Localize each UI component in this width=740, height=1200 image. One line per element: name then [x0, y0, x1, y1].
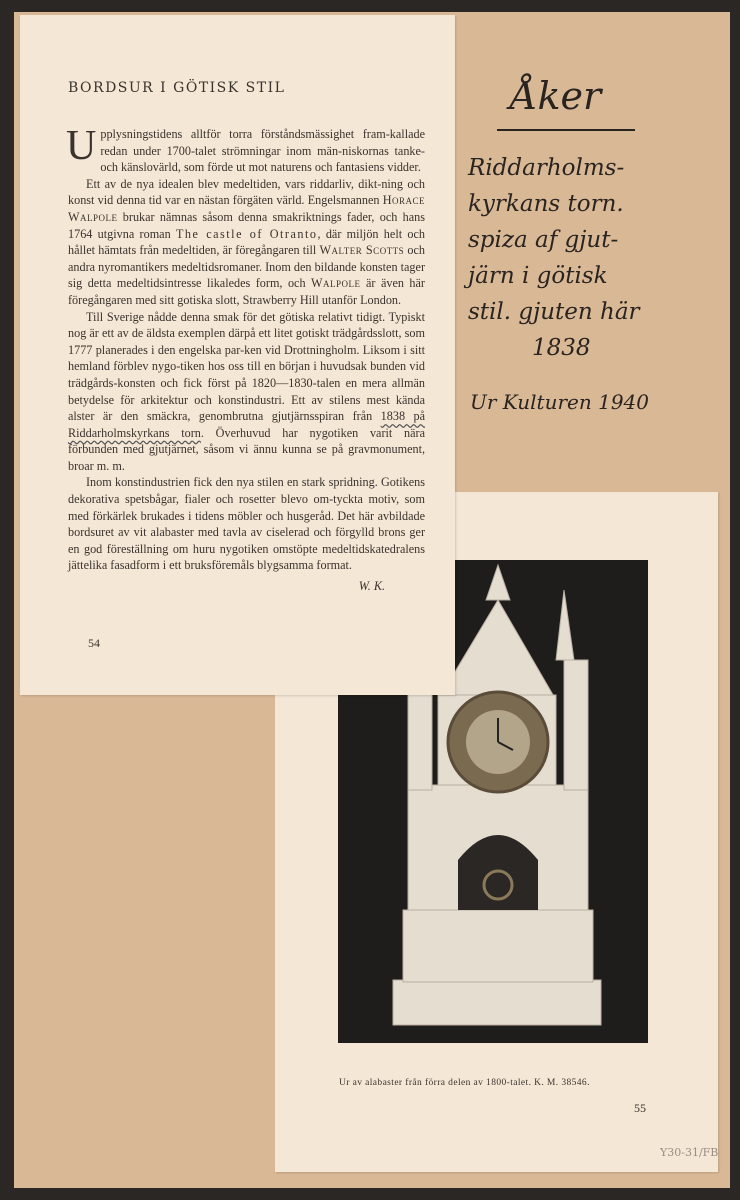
paragraph: Upplysningstidens alltför torra förståndsmässighet fram-kallade redan under 1700-talet strömningar inom män-niskornas tanke- och känslovärld, som förde ut mot naturens och fantasiens vidder.: [66, 123, 425, 175]
page-number-right: 55: [634, 1101, 646, 1115]
catalog-number: Y30-31/FB: [660, 1146, 719, 1159]
article-title: BORDSUR I GÖTISK STIL: [68, 80, 286, 96]
article-body: [66, 123, 426, 595]
handwritten-note: Riddarholms- kyrkans torn. spiza af gjut- järn i götisk stil. gjuten här 1838: [468, 155, 640, 361]
heading-underline: [497, 129, 635, 131]
paragraph: Till Sverige nådde denna smak för det götiska relativt tidigt. Typiskt nog är ett av de äldsta exemplen därpå ett litet gotiskt trädgårdsslott, som 1777 planerades i den engelska par-ken vid Drottningholm. Liksom i sitt hemland förblev nygo-tiken hos oss till en början i huvudsak bunden vid trädgårds-konsten och fick först på 1820—1830-talen en mera allmän betydelse för arkitektur och konstindustri. Ett av stilens mest kända alster är den smäckra, genombrutna gjutjärnsspiran från 1838 på Riddarholmskyrkans torn. Överhuvud har nygotiken varit nära förbunden med gjutjärnet, såsom vi ännu kunna se på gravmonument, broar m. m.: [68, 309, 425, 473]
paragraph: Ett av de nya idealen blev medeltiden, vars riddarliv, dikt-ning och konst vid denna tid var en nästan förgäten värld. Engelsmannen Horace Walpole brukar nämnas såsom denna smakriktnings fader, och hans 1764 utgivna roman The castle of Otranto, där miljön helt och hållet hämtats från medeltiden, är föregångaren till Walter Scotts och andra nyromantikers medeltidsromaner. Inom den bildande konsten tager sig detta medeltidsintresse likaledes form, och Walpole är även här föregångaren med sitt gotiska slott, Strawberry Hill utanför London.: [68, 176, 426, 307]
author-signature: W. K.: [358, 579, 385, 594]
handwritten-source: Ur Kulturen 1940: [470, 390, 650, 414]
handwritten-heading: Åker: [510, 74, 602, 118]
figure-caption: Ur av alabaster från förra delen av 1800-talet. K. M. 38546.: [339, 1078, 590, 1088]
underlined-passage: 1838 på Riddarholmskyrkans torn: [68, 409, 425, 440]
page-number-left: 54: [88, 636, 100, 650]
drop-cap: U: [66, 123, 97, 169]
paragraph: Inom konstindustrien fick den nya stilen en stark spridning. Gotikens dekorativa spetsbågar, fialer och rosetter blevo om-tyckta motiv, som med förkärlek brukades i tidens möbler och husgeråd. Det här avbildade bordsuret av vit alabaster med tavla av ciselerad och förgylld brons ger en god föreställning om huru nygotiken omstöpte medeltidskatedralens jättelika fasadform i ett bruksföremåls blygsamma format.: [68, 475, 425, 573]
